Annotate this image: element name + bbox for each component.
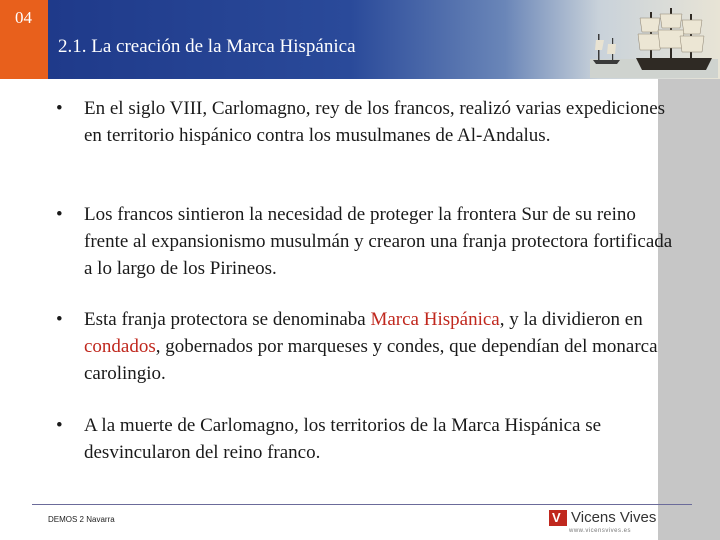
highlight-condados: condados xyxy=(84,336,156,357)
bullet-item-2 xyxy=(56,201,674,282)
section-number-box xyxy=(0,0,48,79)
footer-divider xyxy=(32,504,692,505)
bullet-dot: • xyxy=(56,98,63,119)
sailing-ships-icon xyxy=(590,4,718,78)
logo-mark-letter: V xyxy=(552,510,561,525)
bullet-dot: • xyxy=(56,415,63,436)
bullet-dot: • xyxy=(56,204,63,225)
bullet-text-3-part3: , gobernados por marqueses y condes, que dependían del monarca carolingio. xyxy=(84,336,658,384)
bullet-text-1: En el siglo VIII, Carlomagno, rey de los francos, realizó varias expediciones en territorio hispánico contra los musulmanes de Al-Andalus. xyxy=(84,98,666,146)
bullet-text-3-part2: , y la dividieron en xyxy=(499,309,643,330)
bullet-text-4: A la muerte de Carlomagno, los territorios de la Marca Hispánica se desvincularon del reino franco. xyxy=(84,415,602,463)
publisher-logo xyxy=(549,509,657,538)
logo-mark-icon xyxy=(549,510,567,526)
bullet-dot: • xyxy=(56,309,63,330)
footer-label: DEMOS 2 Navarra xyxy=(48,515,115,524)
bullet-item-3 xyxy=(56,306,674,387)
page-title: 2.1. La creación de la Marca Hispánica xyxy=(58,36,356,57)
bullet-text-3-part1: Esta franja protectora se denominaba xyxy=(84,309,371,330)
bullet-item-4 xyxy=(56,412,674,466)
bullet-text-2: Los francos sintieron la necesidad de proteger la frontera Sur de su reino frente al expansionismo musulmán y crearon una franja protectora fortificada a lo largo de los Pirineos. xyxy=(84,204,673,279)
bullet-item-1 xyxy=(56,95,674,149)
logo-name: Vicens Vives xyxy=(571,509,657,526)
logo-url: www.vicensvives.es xyxy=(569,528,632,534)
section-number: 04 xyxy=(15,8,32,27)
highlight-marca-hispanica: Marca Hispánica xyxy=(370,309,500,330)
